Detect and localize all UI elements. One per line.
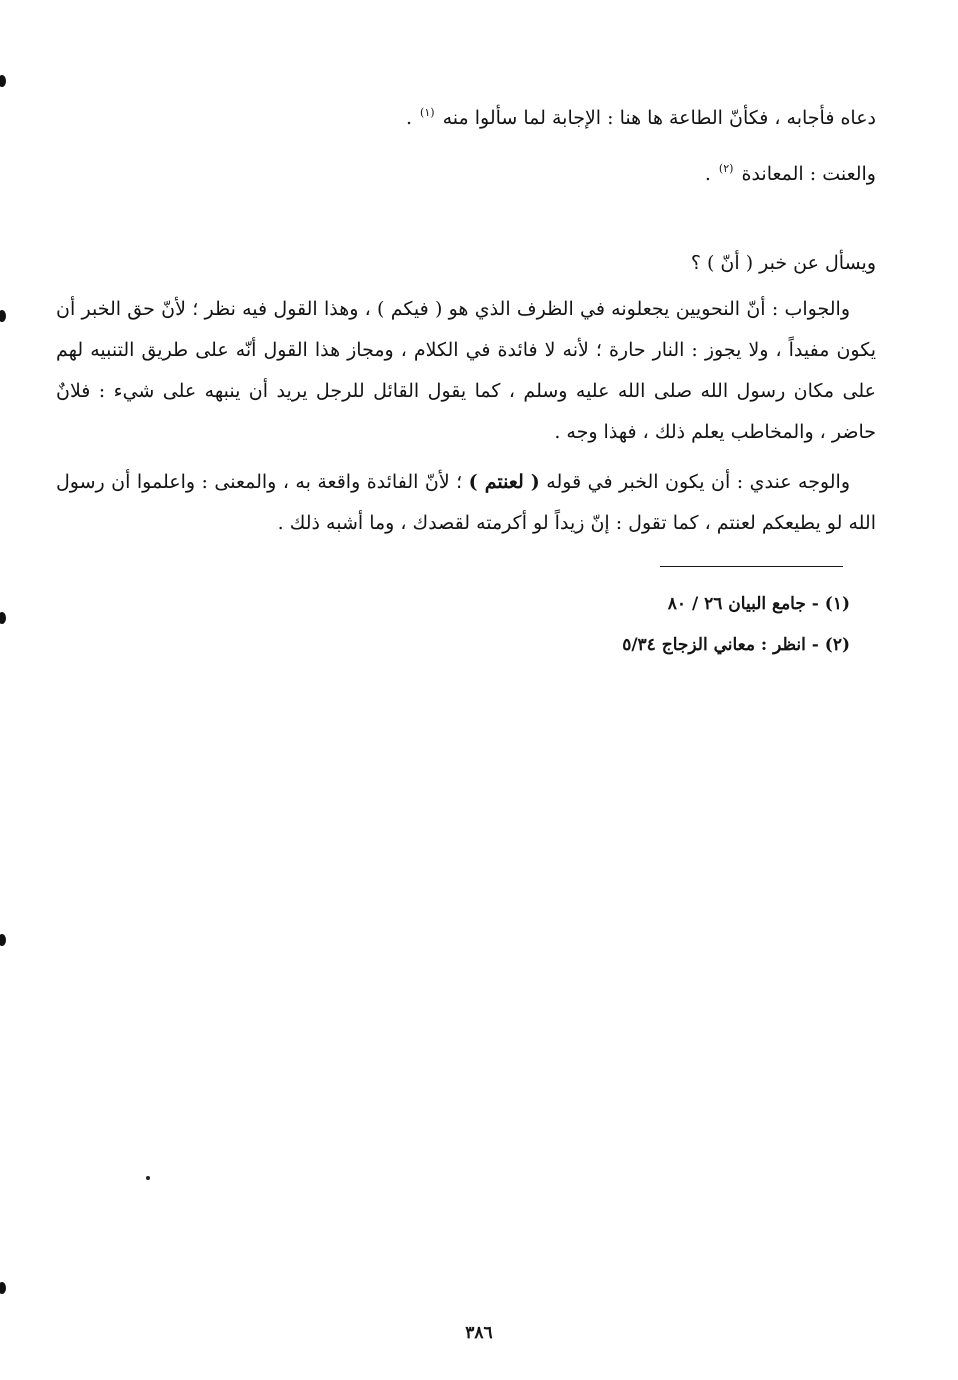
quoted-word: ( لعنتم ) xyxy=(468,471,540,493)
line-text: دعاه فأجابه ، فكأنّ الطاعة ها هنا : الإجابة لما سألوا منه xyxy=(442,107,876,129)
text-line xyxy=(56,92,876,139)
footnote-marker: (١) xyxy=(420,106,435,119)
scan-speck xyxy=(146,1176,150,1180)
binding-hole-mark xyxy=(0,310,6,322)
footnote-marker: (٢) xyxy=(718,162,734,175)
paragraph-text: ؛ لأنّ الفائدة واقعة به ، والمعنى : واعلموا أن رسول الله لو يطيعكم لعنتم ، كما تقول : إنّ زيداً لو أكرمته لقصدك ، وما أشبه ذلك . xyxy=(56,471,876,534)
line-period: . xyxy=(405,107,412,129)
page-number: ٣٨٦ xyxy=(465,1323,493,1343)
binding-hole-mark xyxy=(0,612,6,624)
footnote-separator xyxy=(660,566,843,567)
binding-hole-mark xyxy=(0,1282,6,1294)
paragraph-text: والوجه عندي : أن يكون الخبر في قوله xyxy=(546,471,850,493)
answer-paragraph: والجواب : أنّ النحويين يجعلونه في الظرف الذي هو ( فيكم ) ، وهذا القول فيه نظر ؛ لأنّ حق الخبر أن يكون مفيداً ، ولا يجوز : النار حارة ؛ لأنه لا فائدة في الكلام ، ومجاز هذا القول أنّه على طريق التنبيه لهم على مكان رسول الله صلى الله عليه وسلم ، كما يقول القائل للرجل يريد أن ينبهه على شيء : فلانٌ حاضر ، والمخاطب يعلم ذلك ، فهذا وجه . xyxy=(56,298,876,443)
footnote-item: (٢) - انظر : معاني الزجاج ٥/٣٤ xyxy=(622,635,850,655)
text-line xyxy=(56,148,876,195)
line-text: والعنت : المعاندة xyxy=(741,163,876,185)
continuation-text xyxy=(56,92,876,195)
line-period: . xyxy=(704,163,711,185)
main-text xyxy=(56,243,876,544)
footnote-item: (١) - جامع البيان ٢٦ / ٨٠ xyxy=(667,594,850,614)
question-heading: ويسأل عن خبر ( أنّ ) ؟ xyxy=(690,252,876,274)
binding-hole-mark xyxy=(0,75,6,87)
opinion-paragraph xyxy=(56,462,876,544)
footnotes xyxy=(400,584,850,666)
binding-hole-mark xyxy=(0,934,6,946)
